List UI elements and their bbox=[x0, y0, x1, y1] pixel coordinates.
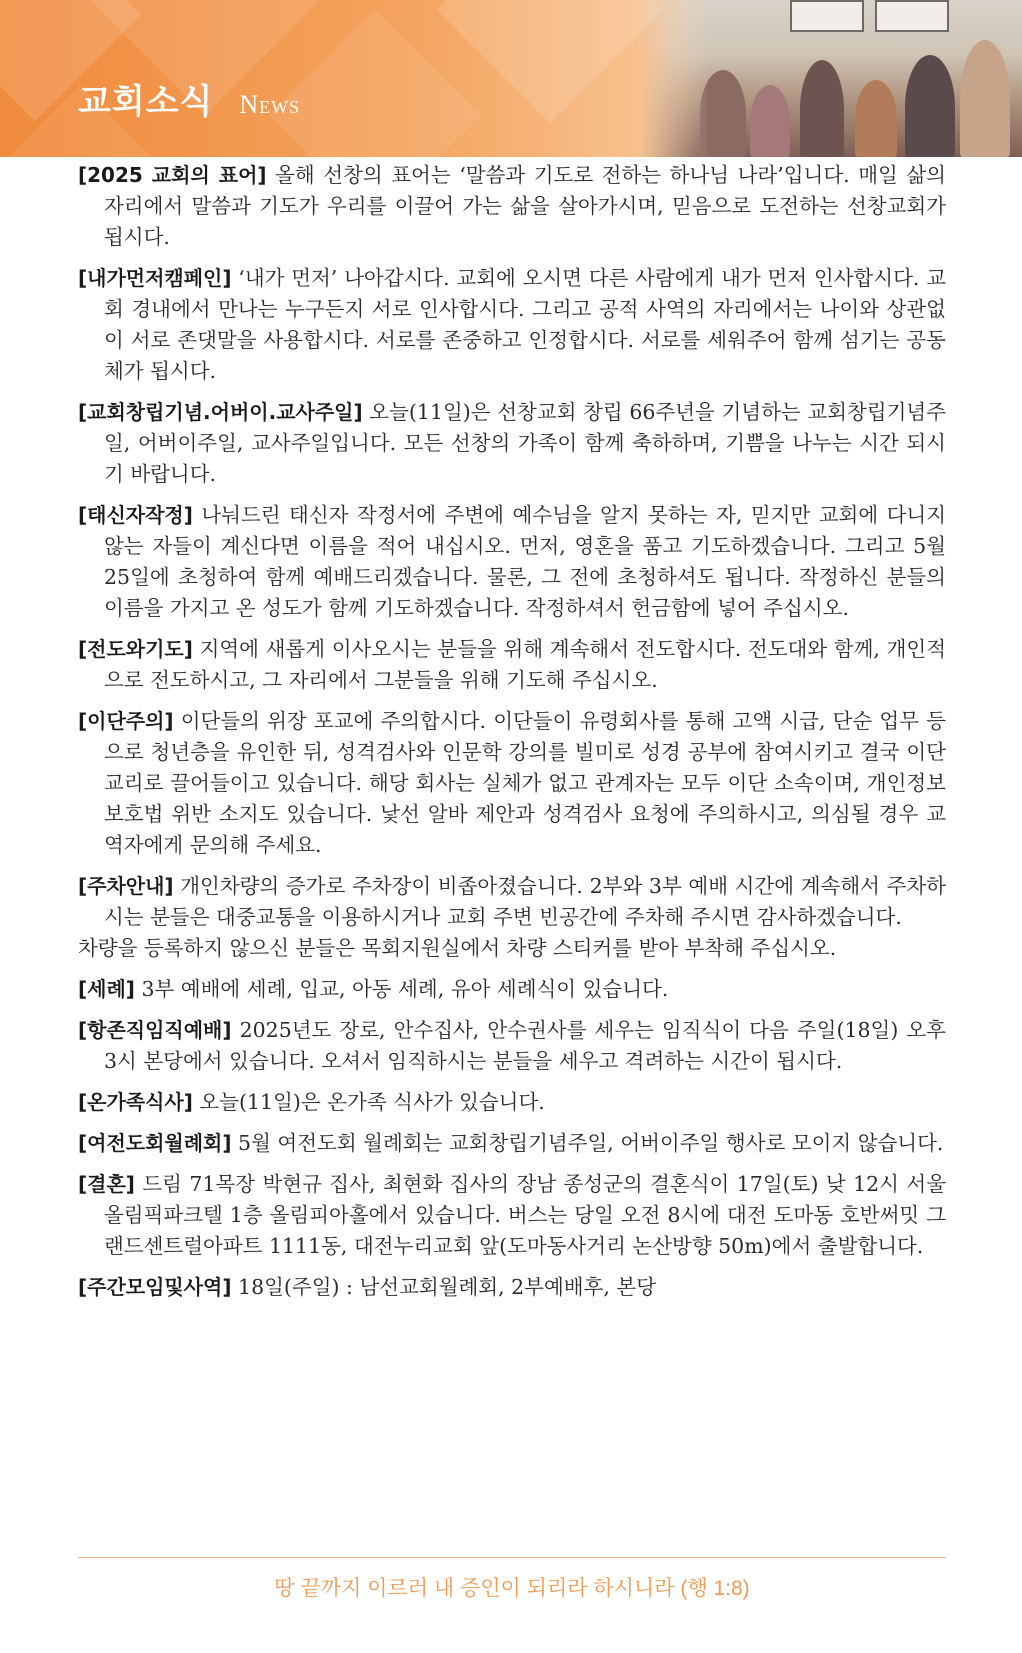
footer-verse-bar bbox=[78, 1557, 946, 1602]
person-figure bbox=[800, 60, 844, 157]
news-item-text: 2025년도 장로, 안수집사, 안수권사를 세우는 임직식이 다음 주일(18일) 오후 3시 본당에서 있습니다. 오셔서 임직하시는 분들을 세우고 격려하는 시간이 됩시다. bbox=[104, 1018, 946, 1073]
person-figure bbox=[700, 70, 746, 157]
congregation-photo bbox=[640, 0, 1022, 157]
decorative-hexagon bbox=[269, 9, 481, 157]
news-item-heresy-warning bbox=[78, 706, 946, 861]
news-item-evangelism bbox=[78, 634, 946, 696]
person-figure bbox=[905, 55, 955, 157]
news-item-parking bbox=[78, 871, 946, 964]
news-list bbox=[78, 160, 946, 1313]
person-figure bbox=[960, 40, 1010, 157]
news-item-label: [이단주의] bbox=[78, 709, 174, 733]
news-item-label: [여전도회월례회] bbox=[78, 1131, 232, 1155]
title-korean: 교회소식 bbox=[78, 82, 214, 122]
news-item-campaign bbox=[78, 263, 946, 387]
person-figure bbox=[750, 85, 790, 157]
screen-image bbox=[875, 0, 949, 32]
news-item-label: [항존직임직예배] bbox=[78, 1018, 232, 1042]
news-item-label: [2025 교회의 표어] bbox=[78, 163, 267, 187]
news-item-label: [주차안내] bbox=[78, 874, 174, 898]
news-item-family-meal bbox=[78, 1087, 946, 1118]
news-item-text: ‘내가 먼저’ 나아갑시다. 교회에 오시면 다른 사람에게 내가 먼저 인사합시다. 교회 경내에서 만나는 누구든지 서로 인사합시다. 그리고 공적 사역의 자리에서는 나이와 상관없이 서로 존댓말을 사용합시다. 서로를 존중하고 인정합시다. 서로를 세워주어 함께 섬기는 공동체가 됩시다. bbox=[104, 266, 946, 383]
news-item-anniversary bbox=[78, 397, 946, 490]
news-item-label: [태신자작정] bbox=[78, 503, 193, 527]
news-item-label: [온가족식사] bbox=[78, 1090, 193, 1114]
news-item-text: 3부 예배에 세례, 입교, 아동 세례, 유아 세례식이 있습니다. bbox=[134, 977, 669, 1001]
whiteboard-image bbox=[790, 0, 864, 32]
news-item-ordination bbox=[78, 1015, 946, 1077]
news-item-label: [주간모임및사역] bbox=[78, 1275, 232, 1299]
news-item-wedding bbox=[78, 1169, 946, 1262]
news-item-extra-text: 차량을 등록하지 않으신 분들은 목회지원실에서 차량 스티커를 받아 부착해 주십시오. bbox=[78, 936, 837, 960]
news-item-text: 지역에 새롭게 이사오시는 분들을 위해 계속해서 전도합시다. 전도대와 함께, 개인적으로 전도하시고, 그 자리에서 그분들을 위해 기도해 주십시오. bbox=[104, 637, 946, 692]
news-item-text: 개인차량의 증가로 주차장이 비좁아졌습니다. 2부와 3부 예배 시간에 계속해서 주차하시는 분들은 대중교통을 이용하시거나 교회 주변 빈공간에 주차해 주시면 감사하겠습니다. bbox=[104, 874, 946, 929]
person-figure bbox=[855, 80, 897, 157]
news-item-text: 오늘(11일)은 온가족 식사가 있습니다. bbox=[192, 1090, 545, 1114]
news-item-label: [세례] bbox=[78, 977, 135, 1001]
news-item-text: 18일(주일) : 남선교회월례회, 2부예배후, 본당 bbox=[231, 1275, 657, 1299]
news-item-label: [내가먼저캠페인] bbox=[78, 266, 232, 290]
bible-verse: 땅 끝까지 이르러 내 증인이 되리라 하시니라 (행 1:8) bbox=[274, 1577, 750, 1600]
news-header bbox=[0, 0, 1022, 157]
title-english: News bbox=[239, 90, 301, 119]
news-item-text: 이단들의 위장 포교에 주의합시다. 이단들이 유령회사를 통해 고액 시급, 단순 업무 등으로 청년층을 유인한 뒤, 성격검사와 인문학 강의를 빌미로 성경 공부에 참여시키고 결국 이단 교리로 끌어들이고 있습니다. 해당 회사는 실체가 없고 관계자는 모두 이단 소속이며, 개인정보보호법 위반 소지도 있습니다. 낯선 알바 제안과 성격검사 요청에 주의하시고, 의심될 경우 교역자에게 문의해 주세요. bbox=[104, 709, 946, 857]
news-item-womens-meeting bbox=[78, 1128, 946, 1159]
news-item-motto bbox=[78, 160, 946, 253]
news-item-text: 나눠드린 태신자 작정서에 주변에 예수님을 알지 못하는 자, 믿지만 교회에 다니지 않는 자들이 계신다면 이름을 적어 내십시오. 먼저, 영혼을 품고 기도하겠습니다. 그리고 5월 25일에 초청하여 함께 예배드리겠습니다. 물론, 그 전에 초청하셔도 됩니다. 작정하신 분들의 이름을 가지고 온 성도가 함께 기도하겠습니다. 작정하셔서 헌금함에 넣어 주십시오. bbox=[104, 503, 946, 620]
news-item-text: 오늘(11일)은 선창교회 창립 66주년을 기념하는 교회창립기념주일, 어버이주일, 교사주일입니다. 모든 선창의 가족이 함께 축하하며, 기쁨을 나누는 시간 되시기 바랍니다. bbox=[104, 400, 946, 486]
news-item-label: [교회창립기념.어버이.교사주일] bbox=[78, 400, 363, 424]
news-item-text: 올해 선창의 표어는 ‘말씀과 기도로 전하는 하나님 나라’입니다. 매일 삶의 자리에서 말씀과 기도가 우리를 이끌어 가는 삶을 살아가시며, 믿음으로 도전하는 선창교회가 됩시다. bbox=[104, 163, 946, 249]
news-item-pledge bbox=[78, 500, 946, 624]
news-item-label: [결혼] bbox=[78, 1172, 135, 1196]
section-title bbox=[78, 74, 300, 123]
news-item-weekly-schedule bbox=[78, 1272, 946, 1303]
news-item-baptism bbox=[78, 974, 946, 1005]
news-item-label: [전도와기도] bbox=[78, 637, 193, 661]
news-item-text: 드림 71목장 박현규 집사, 최현화 집사의 장남 종성군의 결혼식이 17일(토) 낮 12시 서울 올림픽파크텔 1층 올림피아홀에서 있습니다. 버스는 당일 오전 8시에 대전 도마동 호반써밋 그랜드센트럴아파트 1111동, 대전누리교회 앞(도마동사거리 논산방향 50m)에서 출발합니다. bbox=[104, 1172, 946, 1258]
news-item-text: 5월 여전도회 월례회는 교회창립기념주일, 어버이주일 행사로 모이지 않습니다. bbox=[231, 1131, 944, 1155]
